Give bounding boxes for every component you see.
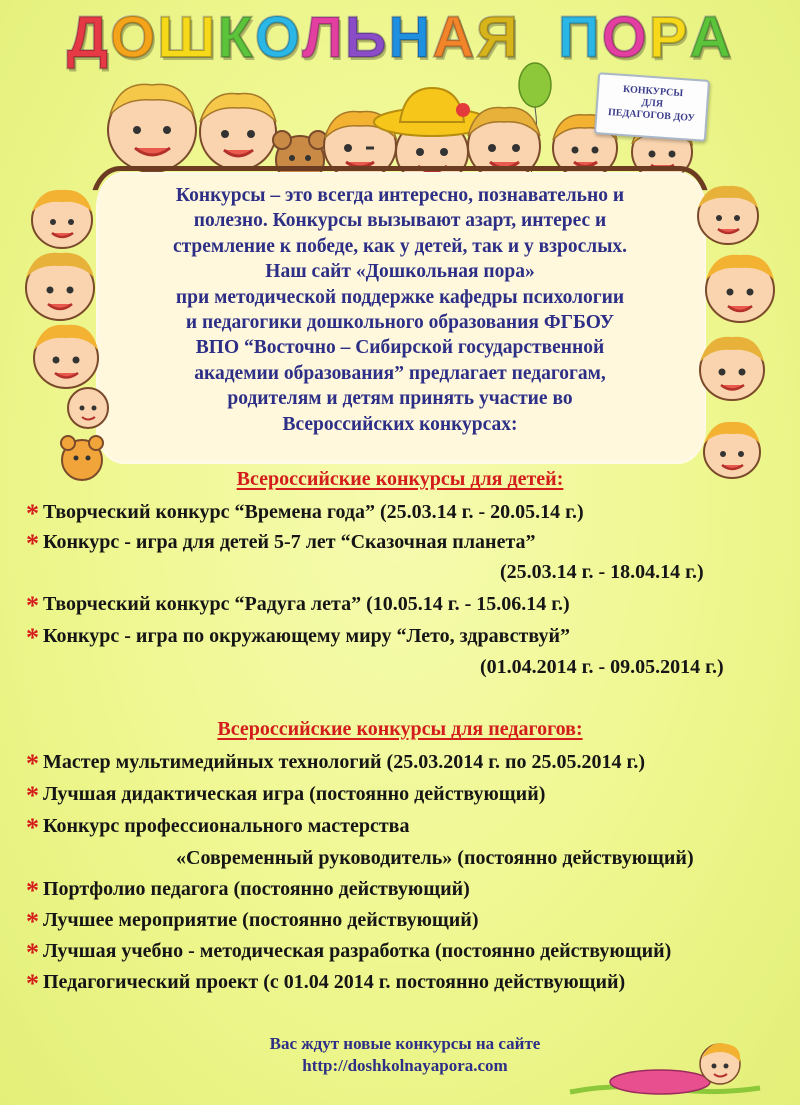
kid-face-icon	[698, 186, 758, 244]
lying-girl-illustration	[560, 1030, 790, 1105]
star-icon: *	[26, 938, 39, 967]
kid-face-icon	[68, 388, 108, 428]
intro-line: Всероссийских конкурсах:	[282, 413, 518, 435]
intro-line: стремление к победе, как у детей, так и у взрослых.	[172, 235, 628, 257]
star-icon: *	[26, 529, 39, 558]
sign-line: ПЕДАГОГОВ ДОУ	[607, 106, 696, 124]
kids-contests-heading: Всероссийские конкурсы для детей:	[236, 468, 564, 490]
list-item-text: Лучшая дидактическая игра (постоянно действующий)	[43, 783, 546, 805]
list-item-dates: (25.03.14 г. - 18.04.14 г.)	[500, 561, 704, 583]
title-letter: О	[254, 5, 303, 70]
list-item-dates: (01.04.2014 г. - 09.05.2014 г.)	[480, 656, 724, 678]
list-item	[26, 780, 545, 810]
contests-for-teachers-sign	[594, 72, 710, 142]
list-item-text: Творческий конкурс “Времена года” (25.03.14 г. - 20.05.14 г.)	[43, 501, 584, 523]
list-item-text: Конкурс - игра по окружающему миру “Лето, здравствуй”	[43, 625, 570, 647]
list-item	[26, 968, 625, 998]
list-item-text: Педагогический проект (с 01.04 2014 г. постоянно действующий)	[43, 971, 626, 993]
list-item-continuation: «Современный руководитель» (постоянно действующий)	[176, 847, 694, 869]
list-item-text: Конкурс профессионального мастерства	[43, 815, 410, 837]
list-item	[26, 748, 645, 778]
kid-face-icon	[200, 94, 276, 170]
star-icon: *	[26, 813, 39, 842]
list-item-text: Творческий конкурс “Радуга лета” (10.05.14 г. - 15.06.14 г.)	[43, 593, 570, 615]
title-letter: О	[601, 5, 649, 70]
star-icon: *	[26, 969, 39, 998]
star-icon: *	[26, 591, 39, 620]
title-letter: Л	[302, 5, 345, 70]
intro-line: ВПО “Восточно – Сибирской государственной	[195, 337, 605, 359]
title-letter: Н	[388, 5, 433, 70]
title-letter: О	[110, 5, 158, 70]
star-icon: *	[26, 623, 39, 652]
list-item-text: Конкурс - игра для детей 5-7 лет “Сказочная планета”	[43, 531, 536, 553]
sign-line: ДЛЯ	[641, 97, 664, 110]
site-link[interactable]: http://doshkolnayapora.com	[302, 1056, 508, 1075]
list-item	[26, 622, 570, 652]
kid-face-icon	[32, 190, 92, 248]
list-item	[26, 528, 536, 558]
star-icon: *	[26, 749, 39, 778]
star-icon: *	[26, 907, 39, 936]
list-item	[26, 498, 584, 528]
title-letter: К	[217, 5, 255, 70]
star-icon: *	[26, 499, 39, 528]
intro-line: и педагогики дошкольного образования ФГБОУ	[185, 312, 615, 334]
kid-face-icon	[700, 337, 764, 400]
sign-line: КОНКУРСЫ	[622, 83, 684, 100]
title-letter: А	[689, 5, 734, 70]
list-item-text: Портфолио педагога (постоянно действующий)	[43, 878, 470, 900]
title-letter: Д	[66, 5, 111, 70]
balloon-icon	[519, 63, 551, 107]
list-item	[26, 812, 409, 842]
kid-face-icon	[706, 255, 774, 322]
title-letter: Я	[476, 5, 520, 70]
intro-line: Конкурсы – это всегда интересно, познавательно и	[175, 185, 625, 206]
intro-line: родителям и детям принять участие во	[227, 388, 573, 410]
list-item-text: Лучшая учебно - методическая разработка (постоянно действующий)	[43, 940, 672, 962]
title-letter: Р	[648, 5, 690, 70]
star-icon: *	[26, 876, 39, 905]
intro-line: академии образования” предлагает педагогам,	[194, 362, 606, 384]
kid-face-icon	[26, 253, 94, 320]
kid-face-icon	[108, 84, 196, 172]
star-icon: *	[26, 781, 39, 810]
list-item	[26, 906, 478, 936]
teachers-contests-heading: Всероссийские конкурсы для педагогов:	[217, 718, 583, 740]
kid-face-icon	[34, 325, 98, 388]
intro-line: Наш сайт «Дошкольная пора»	[265, 261, 535, 283]
list-item-text: Лучшее мероприятие (постоянно действующий)	[43, 909, 479, 931]
title-letter: Ь	[344, 5, 389, 70]
title-letter: А	[432, 5, 477, 70]
list-item	[26, 875, 470, 905]
list-item-text: Мастер мультимедийных технологий (25.03.2014 г. по 25.05.2014 г.)	[43, 751, 646, 773]
intro-text	[110, 183, 690, 437]
title-letter: П	[557, 5, 602, 70]
list-item	[26, 590, 570, 620]
footer-text: Вас ждут новые конкурсы на сайте	[269, 1034, 541, 1053]
list-item	[26, 937, 671, 967]
intro-line: полезно. Конкурсы вызывают азарт, интерес и	[193, 210, 607, 232]
title-letter: Ш	[157, 5, 218, 70]
intro-line: при методической поддержке кафедры психологии	[175, 286, 625, 308]
